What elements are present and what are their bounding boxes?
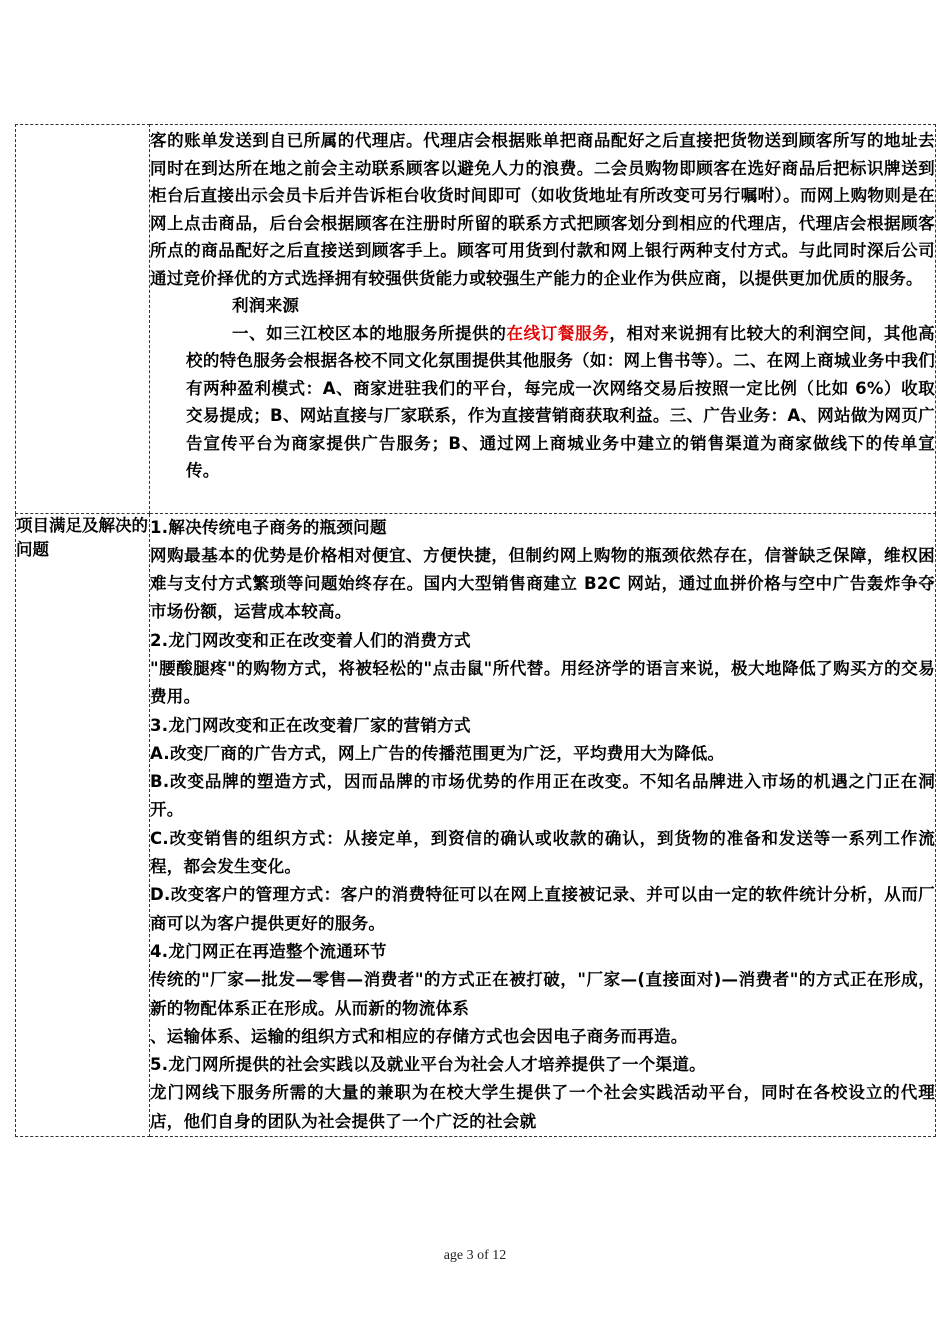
- section-4-body-cont: 、运输体系、运输的组织方式和相应的存储方式也会因电子商务而再造。: [150, 1026, 688, 1046]
- section-2-heading: 2.龙门网改变和正在改变着人们的消费方式: [150, 630, 471, 650]
- row1-content-cell: [150, 125, 936, 514]
- section-2-body: "腰酸腿疼"的购物方式，将被轻松的"点击鼠"所代替。用经济学的语言来说，极大地降低了购买方的交易费用。: [150, 658, 935, 707]
- content-table: [15, 124, 936, 1137]
- section-3-item-a: A.改变厂商的广告方式，网上广告的传播范围更为广泛，平均费用大为降低。: [150, 743, 725, 763]
- row1-label-cell: [16, 125, 150, 514]
- section-5-body: 龙门网线下服务所需的大量的兼职为在校大学生提供了一个社会实践活动平台，同时在各校设立的代理店，他们自身的团队为社会提供了一个广泛的社会就: [150, 1083, 935, 1131]
- section-3-heading: 3.龙门网改变和正在改变着厂家的营销方式: [150, 715, 471, 735]
- table-row-problems: [16, 513, 936, 1137]
- row2-label-cell: [16, 513, 150, 1137]
- table-row-profit: [16, 125, 936, 514]
- online-ordering-highlight: 在线订餐服务: [506, 323, 610, 343]
- section-4-heading: 4.龙门网正在再造整个流通环节: [150, 941, 387, 961]
- section-1-heading: 1.解决传统电子商务的瓶颈问题: [150, 517, 387, 537]
- business-model-paragraph: 客的账单发送到自已所属的代理店。代理店会根据账单把商品配好之后直接把货物送到顾客所写的地址去同时在到达所在地之前会主动联系顾客以避免人力的浪费。二会员购物即顾客在选好商品后把标识牌送到柜台后直接出示会员卡后并告诉柜台收货时间即可（如收货地址有所改变可另行嘱咐）。而网上购物则是在网上点击商品，后台会根据顾客在注册时所留的联系方式把顾客划分到相应的代理店，代理店会根据顾客所点的商品配好之后直接送到顾客手上。顾客可用货到付款和网上银行两种支付方式。与此同时深后公司通过竞价择优的方式选择拥有较强供货能力或较强生产能力的企业作为供应商，以提供更加优质的服务。: [150, 131, 935, 288]
- profit-source-paragraph: [150, 320, 935, 485]
- section-1-body: 网购最基本的优势是价格相对便宜、方便快捷，但制约网上购物的瓶颈依然存在，信誉缺乏保障，维权困难与支付方式繁琐等问题始终存在。国内大型销售商建立 B2C 网站，通过血拼价格与空中广告轰炸争夺市场份额，运营成本较高。: [150, 545, 935, 622]
- section-4-body: 传统的"厂家—批发—零售—消费者"的方式正在被打破，"厂家—(直接面对)—消费者"的方式正在形成，新的物配体系正在形成。从而新的物流体系: [150, 970, 935, 1018]
- section-3-item-d: D.改变客户的管理方式：客户的消费特征可以在网上直接被记录、并可以由一定的软件统计分析，从而厂商可以为客户提供更好的服务。: [150, 885, 935, 933]
- section-3-item-b: B.改变品牌的塑造方式，因而品牌的市场优势的作用正在改变。不知名品牌进入市场的机遇之门正在洞开。: [150, 772, 935, 820]
- profit-source-heading: 利润来源: [232, 296, 300, 315]
- row2-label: 项目满足及解决的问题: [16, 515, 148, 559]
- page-number: age 3 of 12: [443, 1248, 507, 1263]
- section-3-item-c: C.改变销售的组织方式：从接定单，到资信的确认或收款的确认，到货物的准备和发送等一系列工作流程，都会发生变化。: [150, 828, 935, 877]
- profit-text-after: ，相对来说拥有比较大的利润空间，其他高校的特色服务会根据各校不同文化氛围提供其他服务（如：网上售书等）。二、在网上商城业务中我们有两种盈利模式：A、商家进驻我们的平台，每完成一次网络交易后按照一定比例（比如 6%）收取交易提成；B、网站直接与厂家联系，作为直接营销商获取利益。三、广告业务：A、网站做为网页广告宣传平台为商家提供广告服务；B、通过网上商城业务中建立的销售渠道为商家做线下的传单宣传。: [186, 323, 935, 480]
- profit-text-before: 一、如三江校区本的地服务所提供的: [232, 323, 507, 343]
- row2-content-cell: [150, 513, 936, 1137]
- section-5-heading: 5.龙门网所提供的社会实践以及就业平台为社会人才培养提供了一个渠道。: [150, 1055, 706, 1075]
- row1-spacer: [150, 485, 935, 513]
